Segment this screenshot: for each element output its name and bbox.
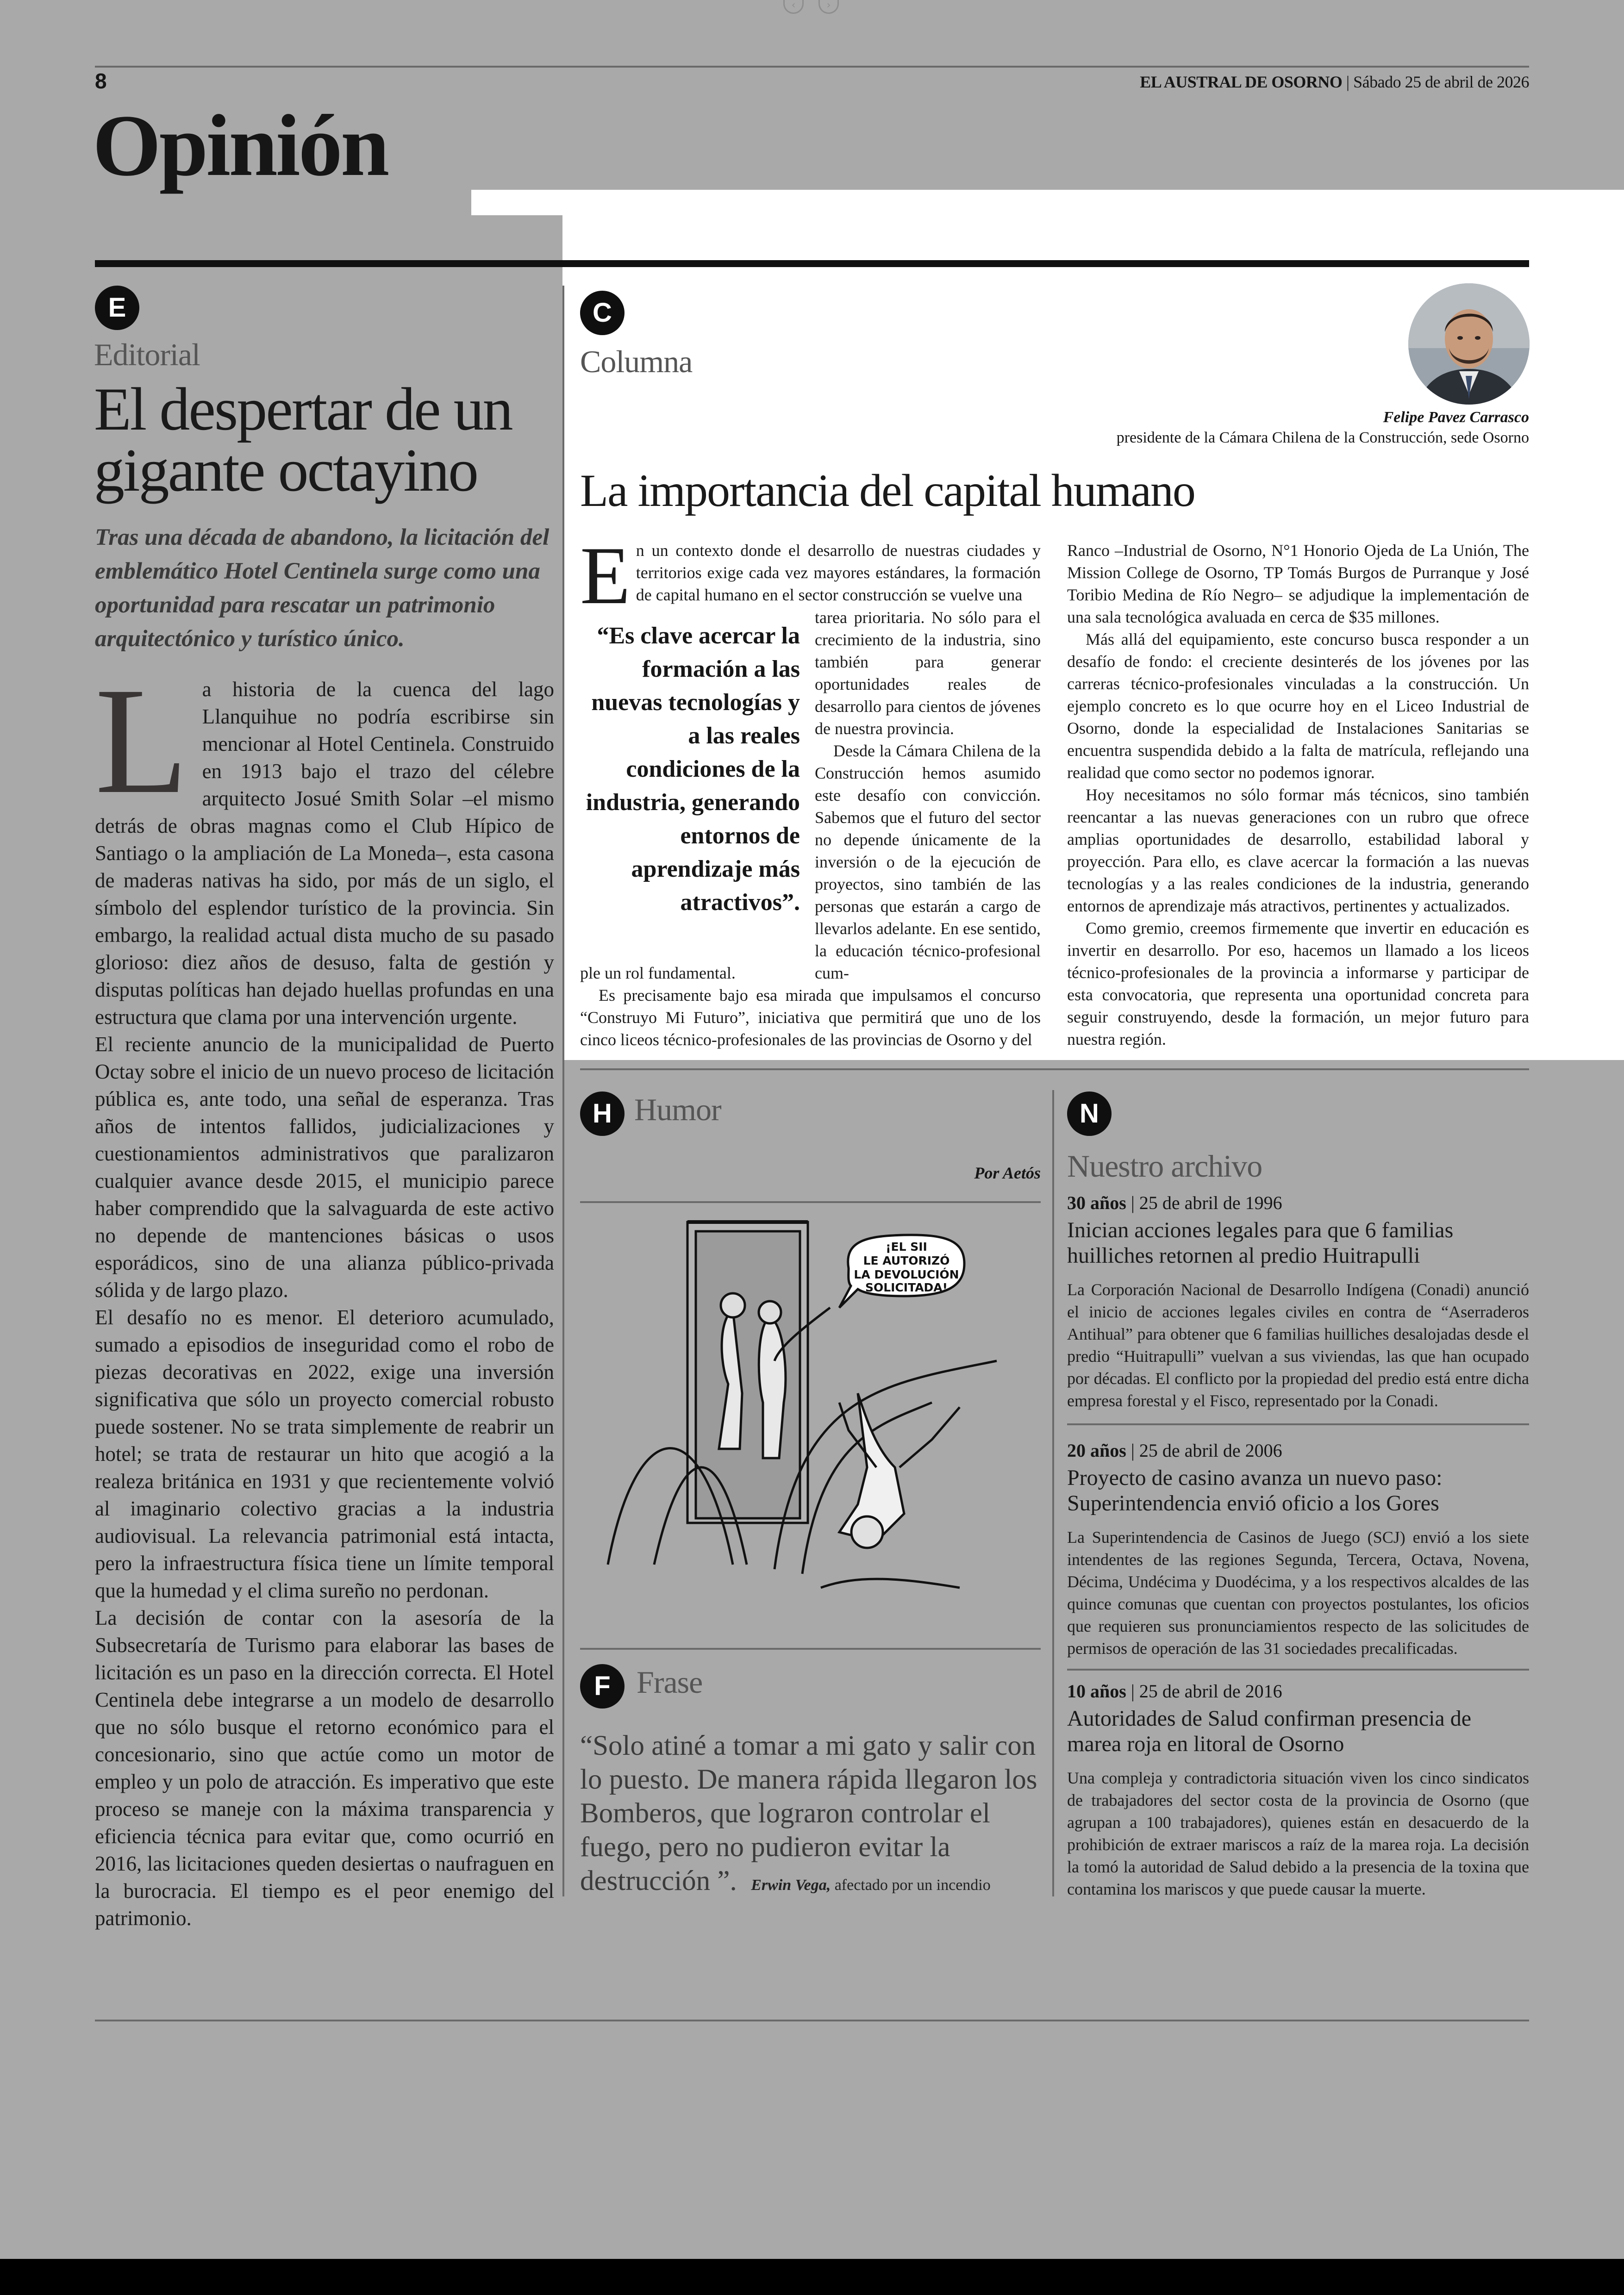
author-role: presidente de la Cámara Chilena de la Construcción, sede Osorno bbox=[1116, 429, 1529, 446]
column-dropcap: E bbox=[580, 530, 631, 621]
archive-years: 30 años bbox=[1067, 1192, 1126, 1213]
archive-rule bbox=[1067, 1423, 1529, 1425]
frase-kicker: Frase bbox=[637, 1665, 703, 1700]
footer-rule bbox=[95, 2020, 1529, 2021]
column-paragraph: Ranco –Industrial de Osorno, N°1 Honorio Ojeda de La Unión, The Mission College de Osorno, TP Tomás Burgos de Purranque y José Toribio Medina de Río Negro– se adjudique la implementación de una sala tecnológica avaluada en cerca de $35 millones. bbox=[1067, 541, 1529, 626]
column-paragraph: Desde la Cámara Chilena de la Construcción hemos asumido este desafío con convicción. Sabemos que el futuro del sector no depende únicamente de la inversión o de la ejecución de proyectos, sino también de las personas que estarán a cargo de llevarlos adelante. En ese sentido, la educación técnico-profesional cum- bbox=[815, 742, 1041, 982]
column-intro bbox=[580, 530, 1041, 621]
header-rule bbox=[95, 66, 1529, 68]
editorial-dropcap: L bbox=[95, 656, 188, 825]
author-name: Felipe Pavez Carrasco bbox=[1383, 409, 1529, 426]
author-photo-icon bbox=[1408, 283, 1530, 405]
archive-date: 10 años | 25 de abril de 2016 bbox=[1067, 1681, 1282, 1702]
issue-date: Sábado 25 de abril de 2026 bbox=[1353, 73, 1529, 91]
section-thick-rule bbox=[95, 260, 1529, 267]
viewer-bottom-bar bbox=[0, 2259, 1624, 2295]
archive-years: 10 años bbox=[1067, 1681, 1126, 1702]
archive-years: 20 años bbox=[1067, 1440, 1126, 1461]
cartoon-illustration-icon bbox=[580, 1208, 1041, 1611]
chevron-left-icon: ‹ bbox=[791, 0, 796, 11]
humor-badge: H bbox=[580, 1091, 625, 1136]
archive-date: 30 años | 25 de abril de 1996 bbox=[1067, 1192, 1282, 1213]
editorial-subtitle: Tras una década de abandono, la licitación del emblemático Hotel Centinela surge como una oportunidad para rescatar un patrimonio arquitectónico y turístico único. bbox=[95, 524, 550, 652]
prev-page-button[interactable] bbox=[783, 0, 804, 14]
humor-bottom-rule bbox=[580, 1648, 1041, 1650]
speech-line: LE AUTORIZÓ bbox=[863, 1254, 950, 1267]
humor-rule bbox=[580, 1201, 1041, 1203]
column-paragraph: Hoy necesitamos no sólo formar más técnicos, sino también reencantar a las nuevas generaciones con un rubro que ofrece amplias oportunidades de desarrollo, estabilidad laboral y proyección. Para ello, es clave acercar la formación a las nuevas tecnologías y a las reales condiciones de la industria, generando entornos de aprendizaje más atractivos, pertinentes y actualizados. bbox=[1067, 786, 1529, 915]
archive-title: Proyecto de casino avanza un nuevo paso: Superintendencia envió oficio a los Gores bbox=[1067, 1466, 1443, 1515]
archive-body: Una compleja y contradictoria situación viven los cinco sindicatos de trabajadores del sector costa de la provincia de Osorno (que agrupan a 100 trabajadores), quienes están en desacuerdo de la prohibición de extraer mariscos a raíz de la marea roja. La decisión la tomó la autoridad de Salud debido a la presencia de la toxina que contamina los mariscos y que puede causar la muerte. bbox=[1067, 1769, 1529, 1898]
editorial-paragraph: El reciente anuncio de la municipalidad de Puerto Octay sobre el inicio de un nuevo proceso de licitación pública es, ante todo, una señal de esperanza. Tras años de intentos fallidos, judicializaciones y cuestionamientos administrativos que paralizaron cualquier avance desde 2015, el municipio parece haber comprendido que la salvaguarda de este activo no depende de mantenciones básicas o usos esporádicos, sino de una alianza público-privada sólida y de largo plazo. bbox=[95, 1033, 554, 1302]
column-badge: C bbox=[580, 291, 625, 335]
archive-date-text: 25 de abril de 2016 bbox=[1139, 1681, 1282, 1702]
column-paragraph: ple un rol fundamental. bbox=[580, 964, 736, 982]
author-credit bbox=[1117, 407, 1529, 448]
column-title: La importancia del capital humano bbox=[580, 465, 1195, 516]
column-paragraph: n un contexto donde el desarrollo de nuestras ciudades y territorios exige cada vez mayores estándares, la formación de capital humano en el sector construcción se vuelve una bbox=[636, 541, 1041, 604]
column-bottom-rule bbox=[580, 1068, 1529, 1070]
archive-item bbox=[1067, 1440, 1529, 1659]
archive-date-text: 25 de abril de 1996 bbox=[1139, 1192, 1282, 1213]
humor-kicker: Humor bbox=[634, 1092, 721, 1127]
column-highlight-tab bbox=[471, 190, 564, 215]
archive-item bbox=[1067, 1680, 1529, 1900]
frase-text: “Solo atiné a tomar a mi gato y salir con lo puesto. De manera rápida llegaron los Bomberos, que lograron controlar el fuego, pero no pudieron evitar la destrucción ”. bbox=[580, 1730, 1037, 1896]
archive-date: 20 años | 25 de abril de 2006 bbox=[1067, 1440, 1282, 1461]
column-continued bbox=[580, 962, 1041, 1051]
frase-badge: F bbox=[580, 1664, 625, 1709]
archive-body: La Corporación Nacional de Desarrollo Indígena (Conadi) anunció el inicio de acciones legales civiles en contra de “Aserraderos Antihual” para obtener que 6 familias huilliches desalojadas desde el predio “Huitrapulli” vuelvan a sus viviendas, las que han ocupado por décadas. El conflicto por la propiedad del predio está entre dicha empresa forestal y el Fisco, representado por la Conadi. bbox=[1067, 1280, 1529, 1410]
newspaper-name: EL AUSTRAL DE OSORNO bbox=[1140, 73, 1343, 91]
archive-body: La Superintendencia de Casinos de Juego (SCJ) envió a los siete intendentes de las regiones Segunda, Tercera, Octava, Novena, Décima, Undécima y Duodécima, y a los respectivos alcaldes de las quince comunas que cuentan con proyectos postulantes, los oficios que requieren sus pronunciamientos respecto de las solicitudes de permisos de operación de las 31 sociedades precalificadas. bbox=[1067, 1528, 1529, 1658]
editorial-paragraph: a historia de la cuenca del lago Llanquihue no podría escribirse sin mencionar al Hotel Centinela. Construido en 1913 bajo el trazo del célebre arquitecto Josué Smith Solar –el mismo detrás de obras magnas como el Club Hípico de Santiago o la ampliación de La Moneda–, esta casona de maderas nativas ha sido, por más de un siglo, el símbolo del esplendor turístico de la provincia. Sin embargo, la realidad actual dista mucho de su pasado glorioso: diez años de desuso, falta de gestión y disputas políticas han dejado huellas profundas en una estructura que clama por una intervención urgente. bbox=[95, 678, 554, 1029]
archive-item bbox=[1067, 1192, 1529, 1412]
chevron-right-icon: › bbox=[826, 0, 831, 11]
frase-author-desc: afectado por un incendio bbox=[834, 1877, 991, 1894]
editorial-paragraph: El desafío no es menor. El deterioro acumulado, sumado a episodios de inseguridad como el robo de piezas decorativas en 2022, exige una inversión significativa que sólo un proyecto comercial robusto puede sostener. No se trata simplemente de reabrir un hotel; se trata de restaurar un hito que acogió a la realeza británica en 1931 y que recientemente volvió al imaginario colectivo gracias a la industria audiovisual. La relevancia patrimonial está intacta, pero la infraestructura física tiene un límite temporal que la humedad y el clima sureño no perdonan. bbox=[95, 1306, 554, 1602]
speech-line: SOLICITADA! bbox=[865, 1281, 948, 1294]
author-avatar bbox=[1408, 283, 1530, 405]
section-title: Opinión bbox=[93, 97, 388, 194]
column-divider bbox=[562, 286, 564, 1896]
column-paragraph: Como gremio, creemos firmemente que invertir en educación es invertir en desarrollo. Por eso, hacemos un llamado a los liceos técnico-profesionales de la provincia a informarse y participar de esta convocatoria, que representa una oportunidad concreta para seguir construyendo, desde la formación, un mejor futuro para nuestra región. bbox=[1067, 919, 1529, 1048]
archive-kicker: Nuestro archivo bbox=[1067, 1148, 1262, 1184]
speech-line: LA DEVOLUCIÓN bbox=[854, 1268, 959, 1281]
archive-badge: N bbox=[1067, 1091, 1112, 1136]
frase-author: Erwin Vega, bbox=[751, 1877, 831, 1894]
editorial-paragraph: La decisión de contar con la asesoría de la Subsecretaría de Turismo para elaborar las bases de licitación es un paso en la dirección correcta. El Hotel Centinela debe integrarse a un modelo de desarrollo que no sólo busque el retorno económico para el concesionario, sino que actúe como un motor de empleo y un polo de atracción. Es imperativo que este proceso se maneje con la máxima transparencia y eficiencia técnica para evitar que, como ocurrió en 2016, las licitaciones queden desiertas o naufraguen en la burocracia. El tiempo es el peor enemigo del patrimonio. bbox=[95, 1606, 554, 1930]
editorial-kicker: Editorial bbox=[94, 337, 200, 372]
archive-date-text: 25 de abril de 2006 bbox=[1139, 1440, 1282, 1461]
speech-line: ¡EL SII bbox=[886, 1240, 927, 1254]
humor-cartoon bbox=[580, 1208, 1041, 1611]
editorial-title: El despertar de un gigante octayino bbox=[94, 375, 512, 504]
column-paragraph: Es precisamente bajo esa mirada que impulsamos el concurso “Construyo Mi Futuro”, iniciativa que permitirá que uno de los cinco liceos técnico-profesionales de las provincias de Osorno y del bbox=[580, 986, 1041, 1049]
column-pull-quote: “Es clave acercar la formación a las nuevas tecnologías y a las reales condiciones de la industria, generando entornos de aprendizaje más atractivos”. bbox=[586, 623, 800, 916]
archive-title: Autoridades de Salud confirman presencia de marea roja en litoral de Osorno bbox=[1067, 1706, 1472, 1756]
column-divider bbox=[1052, 1090, 1054, 1896]
page-number: 8 bbox=[95, 69, 107, 93]
masthead: EL AUSTRAL DE OSORNO | Sábado 25 de abril de 2026 bbox=[1140, 73, 1529, 91]
frase-quote bbox=[580, 1729, 1041, 1902]
editorial-badge: E bbox=[95, 286, 139, 330]
column-side-text bbox=[815, 606, 1041, 984]
column-right-text bbox=[1067, 539, 1529, 1050]
next-page-button[interactable] bbox=[818, 0, 839, 14]
archive-title: Inician acciones legales para que 6 familias huilliches retornen al predio Huitrapulli bbox=[1067, 1218, 1454, 1268]
archive-rule bbox=[1067, 1669, 1529, 1671]
column-paragraph: Más allá del equipamiento, este concurso busca responder a un desafío de fondo: el creciente desinterés de los jóvenes por las carreras técnico-profesionales vinculadas a la construcción. Un ejemplo concreto es lo que ocurre hoy en el Liceo Industrial de Osorno, donde la especialidad de Instalaciones Sanitarias se encuentra suspendida debido a la falta de matrícula, reflejando una realidad que como sector no podemos ignorar. bbox=[1067, 630, 1529, 782]
column-kicker: Columna bbox=[580, 344, 693, 379]
column-paragraph: tarea prioritaria. No sólo para el crecimiento de la industria, sino también para generar oportunidades reales de desarrollo para cientos de jóvenes de nuestra provincia. bbox=[815, 608, 1041, 738]
humor-byline: Por Aetós bbox=[974, 1164, 1041, 1182]
editorial-body bbox=[95, 656, 554, 1932]
